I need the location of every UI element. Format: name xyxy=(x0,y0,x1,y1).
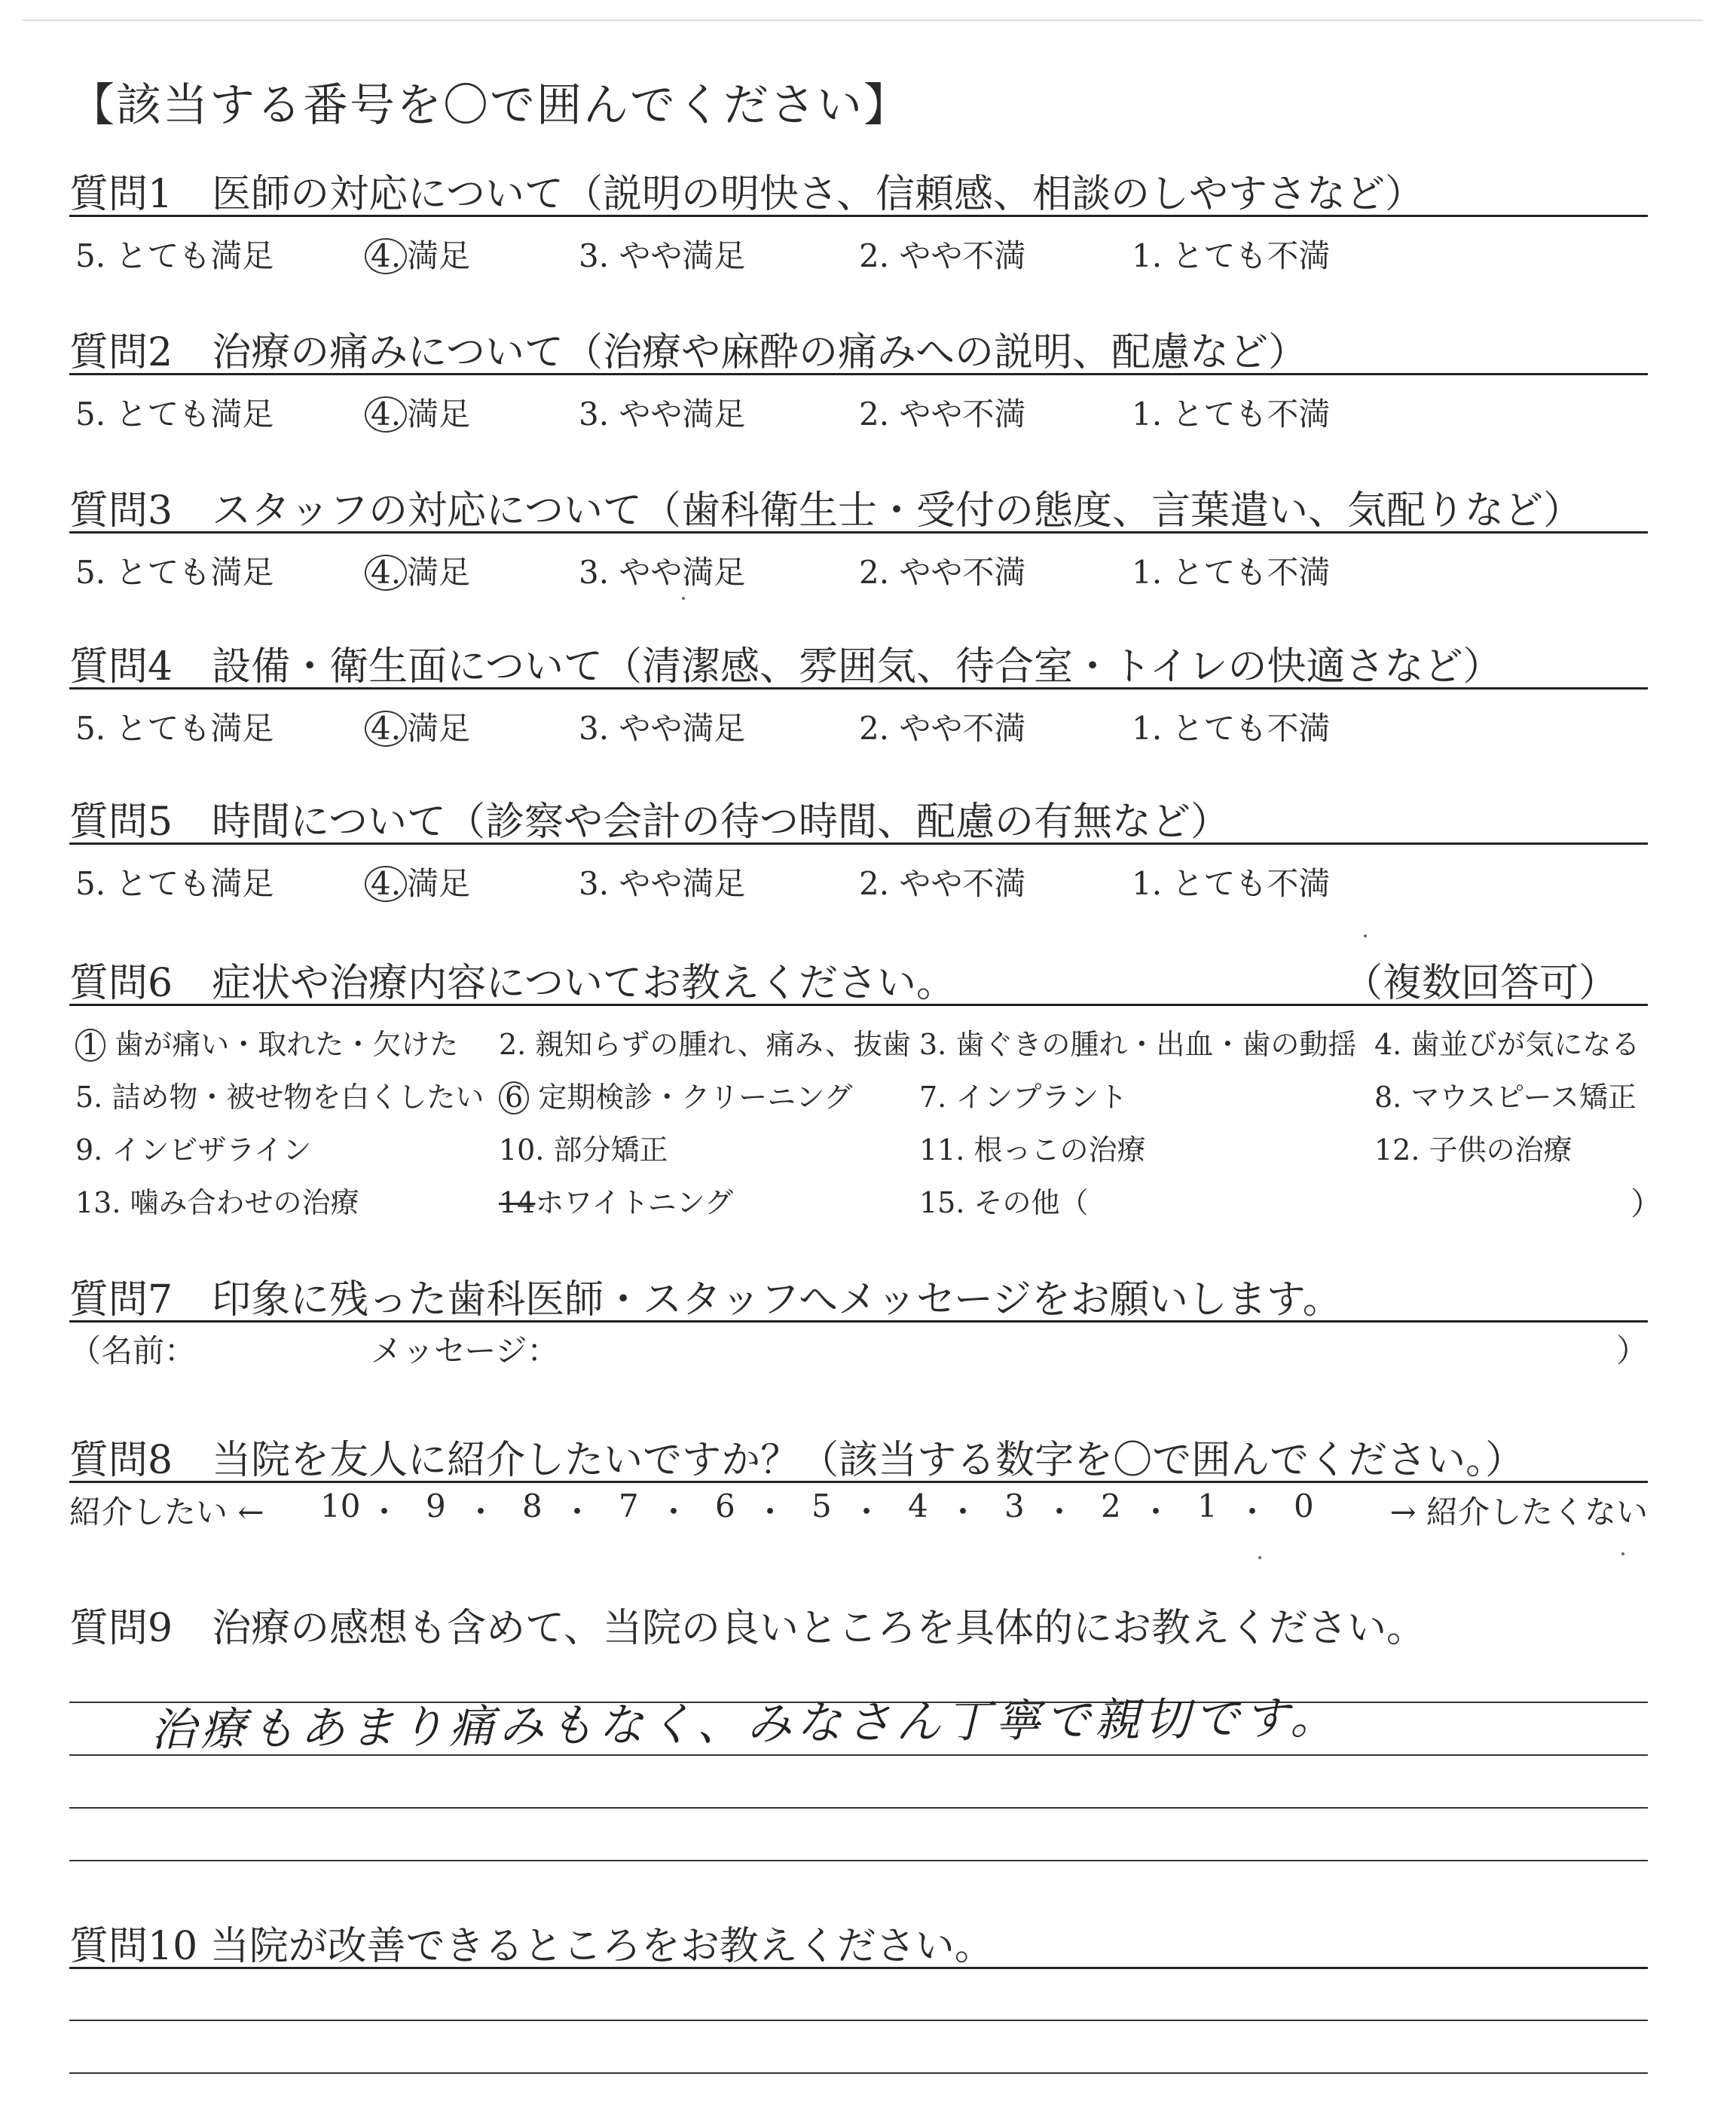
question-10 xyxy=(69,1914,1648,1982)
scale-value[interactable]: 7 xyxy=(619,1488,639,1524)
question-rule xyxy=(69,842,1648,845)
selected-circle-mark: 4. xyxy=(365,238,407,274)
question-9-title: 質問9 治療の感想も含めて、当院の良いところを具体的にお教えください。 xyxy=(69,1606,1426,1651)
question-1-options xyxy=(69,231,1648,277)
rating-option[interactable]: 5. とても満足 xyxy=(75,554,274,591)
rating-option[interactable]: 5. とても満足 xyxy=(75,865,274,902)
answer-line xyxy=(69,2020,1648,2021)
recommend-right-label: → 紹介したくない xyxy=(1389,1494,1648,1531)
question-2-options xyxy=(69,390,1648,435)
rating-option[interactable]: 5. とても満足 xyxy=(75,396,274,433)
question-7-fields xyxy=(69,1326,1648,1372)
question-3-title: 質問3 スタッフの対応について（歯科衛生士・受付の態度、言葉遣い、気配りなど） xyxy=(69,488,1583,534)
rating-option[interactable]: 5. とても満足 xyxy=(75,710,274,747)
struck-number-mark: 14 xyxy=(499,1186,536,1219)
scale-value[interactable]: 10 xyxy=(320,1488,361,1524)
rating-option[interactable]: 4. 満足 xyxy=(365,859,470,904)
question-7 xyxy=(69,1268,1648,1335)
rating-option[interactable]: 4. 満足 xyxy=(365,390,470,435)
scale-separator: ・ xyxy=(1236,1494,1269,1531)
rating-option[interactable]: 1. とても不満 xyxy=(1132,554,1331,591)
scan-speck xyxy=(1621,1552,1624,1555)
selected-circle-mark: 1 xyxy=(75,1029,105,1062)
recommend-left-label: 紹介したい ← xyxy=(69,1494,264,1531)
question-3 xyxy=(69,479,1648,546)
scale-separator: ・ xyxy=(1044,1494,1076,1531)
symptom-option[interactable]: 7. インプラント xyxy=(919,1081,1128,1114)
rating-option[interactable]: 1. とても不満 xyxy=(1132,710,1331,747)
symptom-option[interactable]: 1 歯が痛い・取れた・欠けた xyxy=(75,1021,458,1063)
question-6-title: 質問6 症状や治療内容についてお教えください。 xyxy=(69,961,956,1006)
page-edge xyxy=(23,20,1703,21)
message-close-paren: ） xyxy=(1615,1332,1648,1369)
scale-separator: ・ xyxy=(1140,1494,1172,1531)
selected-circle-mark: 4. xyxy=(365,555,407,591)
scale-value[interactable]: 0 xyxy=(1294,1488,1314,1524)
symptom-option[interactable]: 2. 親知らずの腫れ、痛み、抜歯 xyxy=(499,1028,911,1061)
rating-option[interactable]: 1. とても不満 xyxy=(1132,237,1331,274)
symptom-option[interactable]: 9. インビザライン xyxy=(75,1133,312,1167)
symptom-option[interactable]: 3. 歯ぐきの腫れ・出血・歯の動揺 xyxy=(919,1028,1357,1061)
question-10-title: 質問10 当院が改善できるところをお教えください。 xyxy=(69,1924,994,1969)
rating-option[interactable]: 1. とても不満 xyxy=(1132,865,1331,902)
symptom-option[interactable]: 14ホワイトニング xyxy=(499,1186,733,1219)
rating-option[interactable]: 2. やや不満 xyxy=(859,554,1026,591)
question-2-title: 質問2 治療の痛みについて（治療や麻酔の痛みへの説明、配慮など） xyxy=(69,330,1308,375)
scale-value[interactable]: 6 xyxy=(715,1488,735,1524)
scale-separator: ・ xyxy=(851,1494,883,1531)
question-8 xyxy=(69,1428,1648,1496)
question-6-rule xyxy=(69,1004,1648,1006)
rating-option[interactable]: 4. 満足 xyxy=(365,231,470,277)
rating-option[interactable]: 2. やや不満 xyxy=(859,237,1026,274)
question-2 xyxy=(69,320,1648,388)
scale-value[interactable]: 2 xyxy=(1101,1488,1121,1524)
message-label: メッセージ： xyxy=(371,1332,559,1369)
question-6 xyxy=(69,951,1648,1019)
symptom-option[interactable]: 5. 詰め物・被せ物を白くしたい xyxy=(75,1081,484,1114)
question-5-options xyxy=(69,859,1648,904)
selected-circle-mark: 4. xyxy=(365,866,407,902)
rating-option[interactable]: 2. やや不満 xyxy=(859,396,1026,433)
answer-line xyxy=(69,1807,1648,1809)
rating-option[interactable]: 1. とても不満 xyxy=(1132,396,1331,433)
question-4-title: 質問4 設備・衛生面について（清潔感、雰囲気、待合室・トイレの快適さなど） xyxy=(69,644,1502,690)
question-rule xyxy=(69,215,1648,217)
question-7-title: 質問7 印象に残った歯科医師・スタッフへメッセージをお願いします。 xyxy=(69,1277,1342,1323)
selected-circle-mark: 4. xyxy=(365,396,407,433)
scale-separator: ・ xyxy=(947,1494,980,1531)
question-rule xyxy=(69,373,1648,375)
rating-option[interactable]: 4. 満足 xyxy=(365,704,470,749)
symptom-option[interactable]: 11. 根っこの治療 xyxy=(919,1133,1146,1167)
form-title: 【該当する番号を〇で囲んでください】 xyxy=(69,79,910,132)
question-10-rule xyxy=(69,1967,1648,1969)
rating-option[interactable]: 5. とても満足 xyxy=(75,237,274,274)
question-8-rule xyxy=(69,1481,1648,1483)
symptom-option[interactable]: 13. 噛み合わせの治療 xyxy=(75,1186,359,1219)
scale-value[interactable]: 9 xyxy=(426,1488,446,1524)
rating-option[interactable]: 3. やや満足 xyxy=(579,865,746,902)
answer-line xyxy=(69,1860,1648,1861)
symptom-option[interactable]: 8. マウスピース矯正 xyxy=(1374,1081,1637,1114)
question-1-title: 質問1 医師の対応について（説明の明快さ、信頼感、相談のしやすさなど） xyxy=(69,172,1424,217)
handwritten-answer: 治療もあまり痛みもなく、みなさん丁寧で親切です。 xyxy=(150,1691,1340,1757)
other-close-paren: ） xyxy=(1631,1185,1663,1222)
scale-separator: ・ xyxy=(368,1494,401,1531)
symptom-option[interactable]: 4. 歯並びが気になる xyxy=(1374,1028,1640,1061)
rating-option[interactable]: 2. やや不満 xyxy=(859,710,1026,747)
question-1 xyxy=(69,162,1648,230)
scale-separator: ・ xyxy=(658,1494,690,1531)
selected-circle-mark: 4. xyxy=(365,711,407,747)
question-4 xyxy=(69,635,1648,702)
question-rule xyxy=(69,531,1648,534)
symptom-option[interactable]: 6 定期検診・クリーニング xyxy=(499,1074,853,1115)
scale-separator: ・ xyxy=(754,1494,787,1531)
scale-value[interactable]: 3 xyxy=(1004,1488,1025,1524)
name-label: （名前： xyxy=(69,1332,197,1369)
rating-option[interactable]: 2. やや不満 xyxy=(859,865,1026,902)
question-rule xyxy=(69,687,1648,690)
scale-separator: ・ xyxy=(465,1494,497,1531)
scale-value[interactable]: 5 xyxy=(811,1488,832,1524)
question-7-rule xyxy=(69,1320,1648,1323)
rating-option[interactable]: 3. やや満足 xyxy=(579,396,746,433)
scan-speck xyxy=(1364,934,1367,937)
scale-value[interactable]: 4 xyxy=(908,1488,928,1524)
question-5 xyxy=(69,790,1648,858)
answer-line xyxy=(69,2072,1648,2074)
scale-value[interactable]: 1 xyxy=(1197,1488,1218,1524)
question-4-options xyxy=(69,704,1648,749)
scan-speck xyxy=(1258,1556,1261,1559)
question-9 xyxy=(69,1596,1648,1664)
symptom-option[interactable]: 15. その他（ xyxy=(919,1186,1089,1219)
question-3-options xyxy=(69,548,1648,593)
symptom-option[interactable]: 10. 部分矯正 xyxy=(499,1133,668,1167)
rating-option[interactable]: 3. やや満足 xyxy=(579,554,746,591)
symptom-option[interactable]: 12. 子供の治療 xyxy=(1374,1133,1572,1167)
multi-answer-note: （複数回答可） xyxy=(1343,961,1618,1006)
question-5-title: 質問5 時間について（診察や会計の待つ時間、配慮の有無など） xyxy=(69,800,1230,845)
rating-option[interactable]: 4. 満足 xyxy=(365,548,470,593)
recommend-scale xyxy=(69,1488,1648,1533)
scale-separator: ・ xyxy=(561,1494,594,1531)
question-8-title: 質問8 当院を友人に紹介したいですか？（該当する数字を〇で囲んでください。） xyxy=(69,1438,1525,1483)
rating-option[interactable]: 3. やや満足 xyxy=(579,710,746,747)
rating-option[interactable]: 3. やや満足 xyxy=(579,237,746,274)
scale-value[interactable]: 8 xyxy=(522,1488,542,1524)
selected-circle-mark: 6 xyxy=(499,1081,529,1115)
scan-speck xyxy=(682,597,685,600)
